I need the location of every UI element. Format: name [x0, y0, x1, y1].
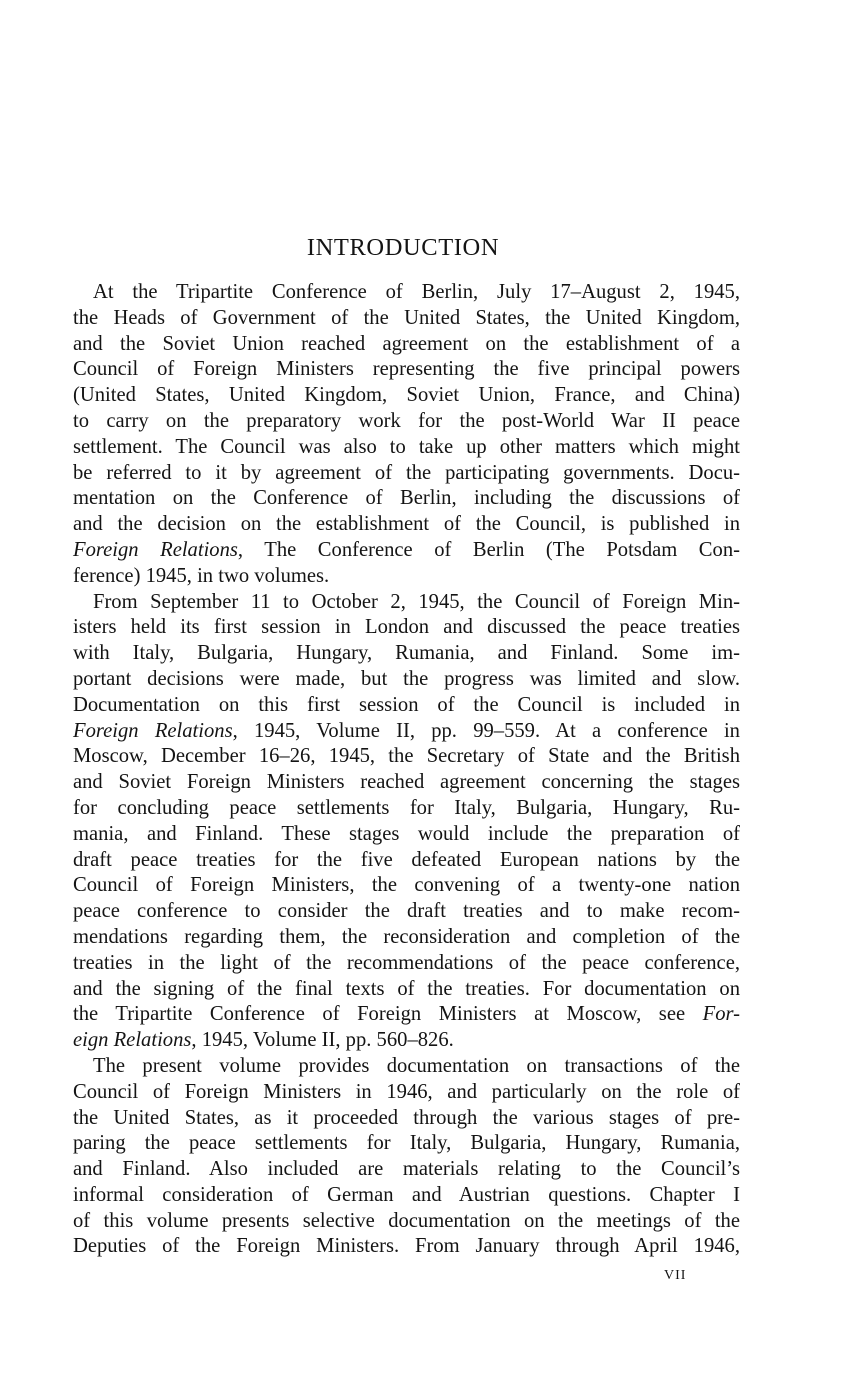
text-run: , 1945, Volume II, pp. 560–826. [191, 1029, 454, 1052]
text-run: with Italy, Bulgaria, Hungary, Rumania, and Finland. Some im- [73, 642, 740, 665]
introduction-body [73, 280, 740, 1260]
text-line [73, 512, 740, 538]
text-line [73, 1157, 740, 1183]
text-line [73, 590, 740, 616]
text-line [73, 383, 740, 409]
text-line [73, 822, 740, 848]
text-run: informal consideration of German and Austrian questions. Chapter I [73, 1183, 740, 1206]
text-run: and the Soviet Union reached agreement on the establishment of a [73, 332, 740, 355]
text-line [73, 1131, 740, 1157]
text-line [73, 1002, 740, 1028]
text-run: mendations regarding them, the reconsideration and completion of the [73, 925, 740, 948]
text-run: , 1945, Volume II, pp. 99–559. At a conference in [232, 719, 740, 742]
italic-title: For- [702, 1003, 740, 1026]
text-run: treaties in the light of the recommendations of the peace conference, [73, 951, 740, 974]
text-line [73, 564, 740, 590]
text-run: paring the peace settlements for Italy, Bulgaria, Hungary, Rumania, [73, 1132, 740, 1155]
italic-title: Foreign Relations [73, 719, 233, 742]
text-run: and Soviet Foreign Ministers reached agreement concerning the stages [73, 771, 740, 794]
text-line [73, 1028, 740, 1054]
text-run: Council of Foreign Ministers representing the five principal powers [73, 358, 740, 381]
text-run: the Heads of Government of the United States, the United Kingdom, [73, 306, 740, 329]
text-line [73, 770, 740, 796]
text-line [73, 925, 740, 951]
text-run: (United States, United Kingdom, Soviet Union, France, and China) [73, 384, 740, 407]
text-line [73, 1209, 740, 1235]
text-line [73, 280, 740, 306]
text-line [73, 667, 740, 693]
text-run: The present volume provides documentation on transactions of the [93, 1054, 740, 1077]
text-line [73, 1080, 740, 1106]
page-title: INTRODUCTION [306, 234, 500, 261]
text-line [73, 641, 740, 667]
text-run: of this volume presents selective documentation on the meetings of the [73, 1209, 740, 1232]
text-run: settlement. The Council was also to take up other matters which might [73, 435, 740, 458]
text-line [73, 719, 740, 745]
text-line [73, 332, 740, 358]
text-line [73, 486, 740, 512]
text-run: Moscow, December 16–26, 1945, the Secretary of State and the British [73, 745, 740, 768]
text-run: mentation on the Conference of Berlin, including the discussions of [73, 487, 740, 510]
text-run: be referred to it by agreement of the participating governments. Docu- [73, 461, 740, 484]
text-run: peace conference to consider the draft treaties and to make recom- [73, 900, 740, 923]
text-run: and the decision on the establishment of the Council, is published in [73, 513, 740, 536]
text-run: and the signing of the final texts of the treaties. For documentation on [73, 977, 740, 1000]
text-run: Deputies of the Foreign Ministers. From January through April 1946, [73, 1235, 740, 1258]
text-line [73, 744, 740, 770]
text-run: ference) 1945, in two volumes. [73, 564, 330, 587]
italic-title: eign Relations [73, 1029, 192, 1052]
text-run: mania, and Finland. These stages would include the preparation of [73, 822, 740, 845]
text-run: the United States, as it proceeded through the various stages of pre- [73, 1106, 740, 1129]
text-line [73, 435, 740, 461]
text-run: portant decisions were made, but the progress was limited and slow. [73, 667, 740, 690]
text-line [73, 796, 740, 822]
text-run: and Finland. Also included are materials relating to the Council’s [73, 1158, 740, 1181]
text-line [73, 409, 740, 435]
text-run: Council of Foreign Ministers, the convening of a twenty-one nation [73, 874, 740, 897]
text-line [73, 461, 740, 487]
text-run: isters held its first session in London and discussed the peace treaties [73, 616, 740, 639]
text-run: Documentation on this first session of the Council is included in [73, 693, 740, 716]
text-line [73, 1183, 740, 1209]
text-line [73, 951, 740, 977]
text-line [73, 848, 740, 874]
italic-title: Foreign Relations [73, 538, 238, 561]
text-run: for concluding peace settlements for Italy, Bulgaria, Hungary, Ru- [73, 796, 740, 819]
text-line [73, 1054, 740, 1080]
text-line [73, 899, 740, 925]
page-number: VII [664, 1268, 687, 1283]
text-line [73, 873, 740, 899]
text-run: From September 11 to October 2, 1945, the Council of Foreign Min- [93, 590, 740, 613]
text-line [73, 977, 740, 1003]
text-run: draft peace treaties for the five defeated European nations by the [73, 848, 740, 871]
text-run: At the Tripartite Conference of Berlin, July 17–August 2, 1945, [93, 281, 740, 303]
text-line [73, 1234, 740, 1260]
text-line [73, 306, 740, 332]
text-line [73, 693, 740, 719]
text-line [73, 1106, 740, 1132]
text-run: the Tripartite Conference of Foreign Ministers at Moscow, see [73, 1003, 703, 1026]
text-line [73, 357, 740, 383]
text-run: , The Conference of Berlin (The Potsdam Con- [237, 538, 740, 561]
text-run: Council of Foreign Ministers in 1946, and particularly on the role of [73, 1080, 740, 1103]
text-run: to carry on the preparatory work for the post-World War II peace [73, 409, 740, 432]
text-line [73, 538, 740, 564]
text-line [73, 615, 740, 641]
